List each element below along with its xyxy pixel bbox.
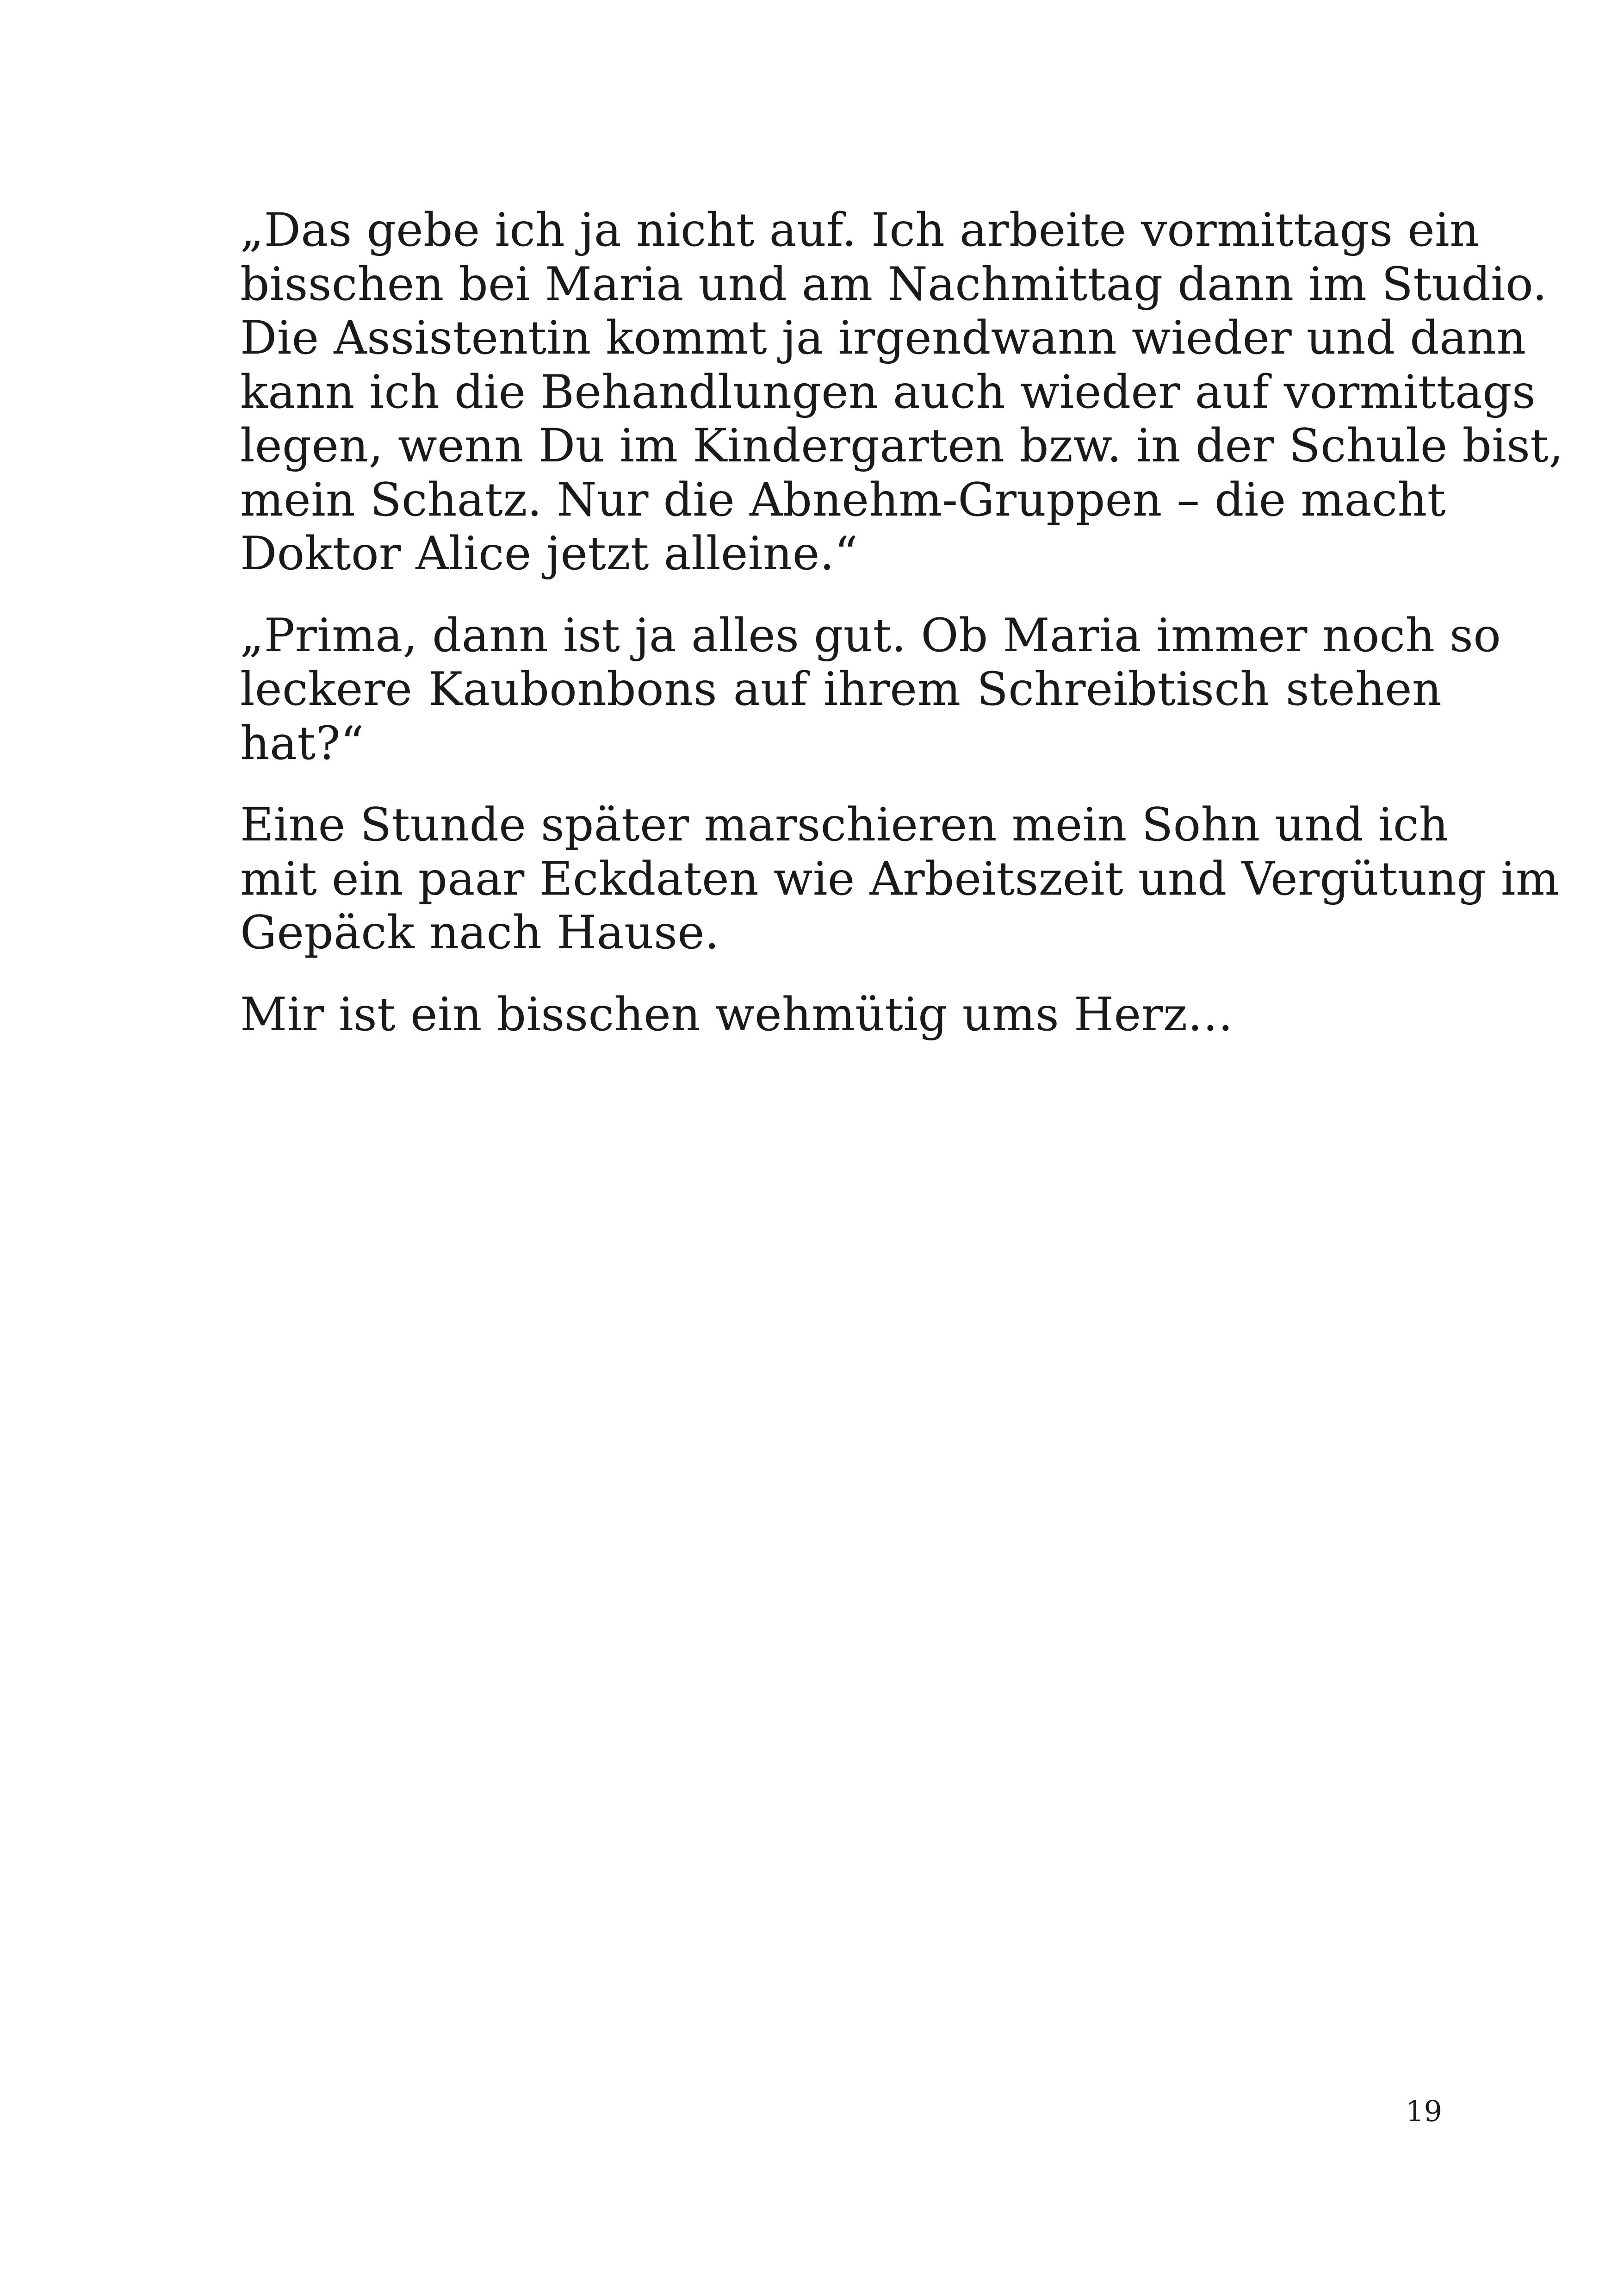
text-line: bisschen bei Maria und am Nachmittag dann im Studio. [240, 257, 1547, 311]
paragraph-1 [187, 204, 1564, 581]
page-number: 19 [1406, 2094, 1442, 2128]
text-line: Gepäck nach Hause. [240, 906, 719, 959]
text-line: mein Schatz. Nur die Abnehm-Gruppen – die macht [240, 473, 1446, 527]
text-line: mit ein paar Eckdaten wie Arbeitszeit und Vergütung im [240, 852, 1560, 906]
text-line: Mir ist ein bisschen wehmütig ums Herz… [240, 988, 1234, 1041]
paragraph-2 [187, 609, 1501, 771]
text-line: Eine Stunde später marschieren mein Sohn und ich [240, 798, 1449, 852]
text-line: leckere Kaubonbons auf ihrem Schreibtisch stehen [240, 663, 1442, 716]
text-line: „Prima, dann ist ja alles gut. Ob Maria immer noch so [240, 609, 1501, 662]
text-line: „Das gebe ich ja nicht auf. Ich arbeite vormittags ein [240, 204, 1480, 257]
paragraph-3 [187, 798, 1560, 960]
text-line: kann ich die Behandlungen auch wieder auf vormittags [240, 365, 1536, 419]
text-line: Die Assistentin kommt ja irgendwann wieder und dann [240, 311, 1526, 365]
paragraph-4 [187, 988, 1442, 1042]
text-line: Doktor Alice jetzt alleine.“ [240, 527, 858, 580]
body-text [187, 204, 1564, 1070]
text-line: legen, wenn Du im Kindergarten bzw. in der Schule bist, [240, 419, 1564, 473]
text-line: hat?“ [240, 716, 364, 770]
